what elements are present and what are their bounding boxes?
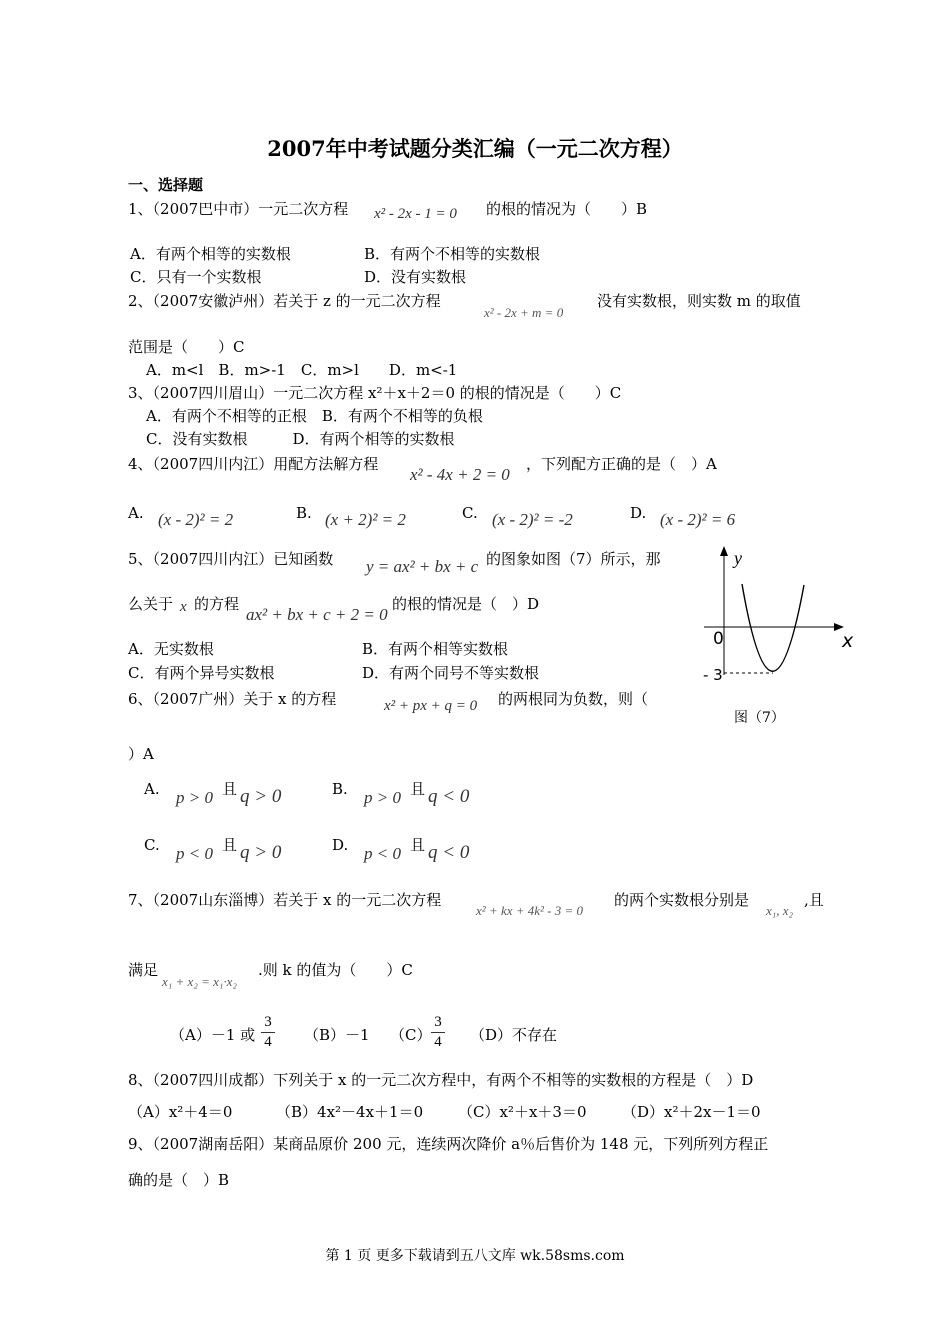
q5-line2-var: x: [180, 599, 187, 615]
q8-option-c: （C）x²＋x＋3＝0: [458, 1103, 587, 1121]
q1-tail: 的根的情况为（ ）B: [486, 200, 648, 218]
y-axis-label: y: [734, 548, 742, 568]
q7-option-a: （A）－1 或: [170, 1026, 256, 1044]
q2-options: A．m<l B．m>-1 C．m>l D．m<-1: [146, 361, 458, 379]
q2-equation: x² - 2x + m = 0: [484, 305, 564, 320]
q4-tail: ，下列配方正确的是（ ）A: [526, 455, 717, 473]
q4-label-a: A.: [128, 504, 144, 522]
parabola-figure: [690, 540, 870, 740]
q7-option-a-numerator: 3: [264, 1014, 272, 1030]
origin-label: 0: [713, 629, 724, 649]
q8-option-b: （B）4x²－4x＋1＝0: [276, 1103, 424, 1121]
q4-label-b: B.: [296, 504, 312, 522]
q7-stem: 7、（2007山东淄博）若关于 x 的一元二次方程: [128, 891, 442, 909]
q7-roots: x₁, x₂: [766, 903, 794, 918]
q7-condition: x₁ + x₂ = x₁·x₂: [162, 974, 237, 989]
q1-option-b: B．有两个不相等的实数根: [364, 245, 541, 263]
q6-option-a-and: 且: [222, 780, 238, 798]
q6-stem: 6、（2007广州）关于 x 的方程: [128, 690, 337, 708]
q5-equation: ax² + bx + c + 2 = 0: [246, 605, 388, 624]
q7-option-c-denominator: 4: [434, 1034, 442, 1050]
q7-tail: ,且: [804, 891, 824, 909]
q1-option-a: A．有两个相等的实数根: [130, 245, 291, 263]
q6-label-a: A.: [144, 780, 160, 798]
q6-label-b: B.: [332, 780, 348, 798]
q7-option-c: （C）: [390, 1026, 432, 1044]
q8-stem: 8、（2007四川成都）下列关于 x 的一元二次方程中，有两个不相等的实数根的方程是（ ）D: [128, 1071, 754, 1089]
q4-equation: x² - 4x + 2 = 0: [410, 465, 510, 484]
q8-option-a: （A）x²＋4＝0: [128, 1103, 233, 1121]
section-heading: 一、选择题: [128, 176, 204, 194]
q5-option-d: D．有两个同号不等实数根: [362, 664, 540, 682]
q7-option-c-fraction: [431, 1014, 445, 1051]
q9-stem: 9、（2007湖南岳阳）某商品原价 200 元，连续两次降价 a％后售价为 148 元，下列所列方程正: [128, 1135, 769, 1153]
q7-mid: 的两个实数根分别是: [614, 891, 750, 909]
q7-option-d: （D）不存在: [470, 1026, 558, 1044]
q4-option-a: (x - 2)² = 2: [158, 510, 234, 529]
q7-option-b: （B）－1: [304, 1026, 370, 1044]
parabola-curve: [742, 584, 804, 671]
q2-line2: 范围是（ ）C: [128, 338, 245, 356]
q6-equation: x² + px + q = 0: [384, 698, 478, 714]
q5-stem: 5、（2007四川内江）已知函数: [128, 550, 334, 568]
q5-tail: 的图象如图（7）所示，那: [486, 550, 661, 568]
q8-option-d: （D）x²＋2x－1＝0: [622, 1103, 761, 1121]
q6-option-b-and: 且: [410, 780, 426, 798]
q5-line2-b: 的方程: [194, 595, 240, 613]
q1-option-c: C．只有一个实数根: [130, 268, 262, 286]
q6-option-d-p: p < 0: [364, 844, 401, 863]
q1-equation: x² - 2x - 1 = 0: [374, 206, 457, 222]
q6-line2: ）A: [128, 745, 154, 763]
q6-option-a-q: q > 0: [240, 786, 282, 807]
page-footer: 第 1 页 更多下载请到五八文库 wk.58sms.com: [325, 1248, 625, 1264]
q3-options-row1: A．有两个不相等的正根 B．有两个不相等的负根: [146, 407, 483, 425]
q7-equation: x² + kx + 4k² - 3 = 0: [476, 903, 584, 918]
q6-label-c: C.: [144, 836, 160, 854]
q4-label-c: C.: [462, 504, 478, 522]
q7-option-a-fraction: [261, 1014, 275, 1051]
q4-option-b: (x + 2)² = 2: [325, 510, 406, 529]
q5-option-b: B．有两个相等实数根: [362, 640, 509, 658]
q5-option-a: A．无实数根: [128, 640, 214, 658]
q7-line2-a: 满足: [128, 961, 159, 979]
q9-line2: 确的是（ ）B: [128, 1171, 230, 1189]
page-title: 2007年中考试题分类汇编（一元二次方程）: [267, 136, 683, 161]
q6-option-a-p: p > 0: [176, 788, 213, 807]
q7-option-c-numerator: 3: [434, 1014, 442, 1030]
q4-option-d: (x - 2)² = 6: [660, 510, 736, 529]
q6-tail: 的两根同为负数，则（: [498, 690, 649, 708]
q3-stem: 3、（2007四川眉山）一元二次方程 x²＋x＋2＝0 的根的情况是（ ）C: [128, 384, 622, 402]
minimum-label: - 3: [703, 666, 723, 684]
fraction-bar: [261, 1032, 275, 1033]
q6-option-c-q: q > 0: [240, 842, 282, 863]
q4-stem: 4、（2007四川内江）用配方法解方程: [128, 455, 379, 473]
q5-option-c: C．有两个异号实数根: [128, 664, 275, 682]
q6-option-d-q: q < 0: [428, 842, 470, 863]
q6-label-d: D.: [332, 836, 349, 854]
q1-stem: 1、（2007巴中市）一元二次方程: [128, 200, 349, 218]
y-axis-arrow: [720, 546, 728, 556]
q6-option-b-p: p > 0: [364, 788, 401, 807]
q2-stem: 2、（2007安徽泸州）若关于 z 的一元二次方程: [128, 292, 441, 310]
fraction-bar: [431, 1032, 445, 1033]
x-axis-label: x: [842, 630, 854, 652]
q7-option-a-denominator: 4: [264, 1034, 272, 1050]
q4-label-d: D.: [630, 504, 647, 522]
q2-tail: 没有实数根，则实数 m 的取值: [597, 292, 801, 310]
q1-option-d: D．没有实数根: [364, 268, 467, 286]
q6-option-c-and: 且: [222, 836, 238, 854]
q3-options-row2: C．没有实数根 D．有两个相等的实数根: [146, 430, 455, 448]
q5-line2-a: 么关于: [128, 595, 174, 613]
q7-line2-b: .则 k 的值为（ ）C: [258, 961, 413, 979]
q6-option-b-q: q < 0: [428, 786, 470, 807]
q5-function: y = ax² + bx + c: [366, 557, 479, 576]
q6-option-d-and: 且: [410, 836, 426, 854]
figure-caption: 图（7）: [734, 710, 785, 726]
q5-line2-c: 的根的情况是（ ）D: [392, 595, 540, 613]
q6-option-c-p: p < 0: [176, 844, 213, 863]
q4-option-c: (x - 2)² = -2: [492, 510, 573, 529]
